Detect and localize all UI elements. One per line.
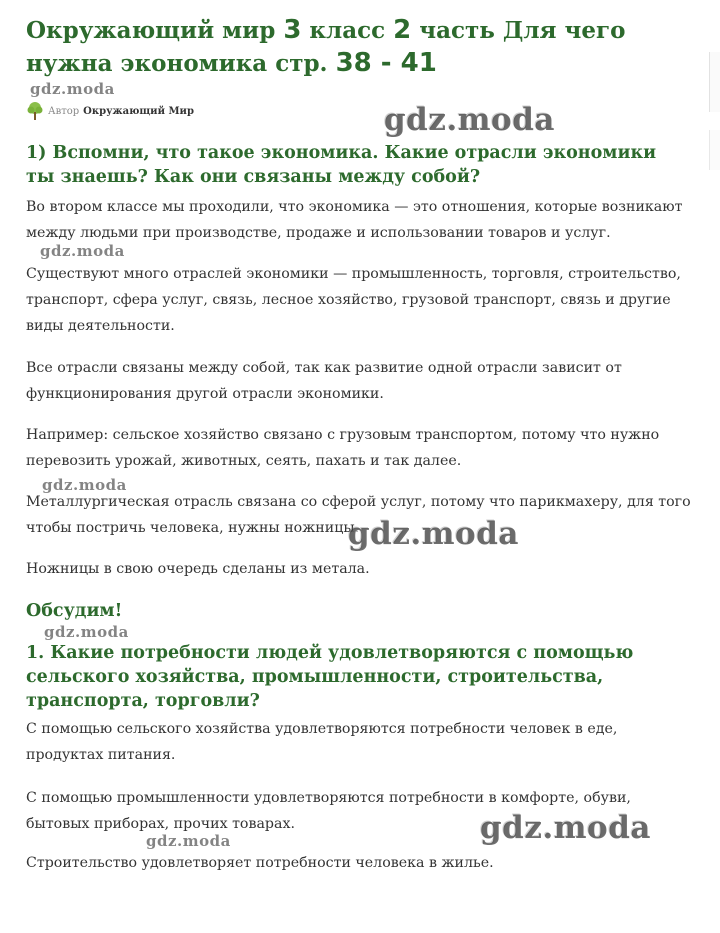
title-grade-number: 3 (283, 15, 302, 45)
paragraph: Металлургическая отрасль связана со сферой услуг, потому что парикмахеру, для того чтобы постричь человека, нужны ножницы. (26, 494, 691, 536)
paragraph: Существуют много отраслей экономики — промышленность, торговля, строительство, транспорт, сфера услуг, связь, лесное хозяйство, грузовой транспорт, связь и другие виды деятельности. (26, 266, 681, 334)
paragraph: Во втором классе мы проходили, что экономика — это отношения, которые возникают между людьми при производстве, продаже и использовании товаров и услуг. (26, 199, 683, 241)
watermark-logo: gdz.moda (30, 80, 115, 98)
paragraph: Строительство удовлетворяет потребности человека в жилье. (26, 855, 494, 871)
title-part: часть Для чего нужна экономика стр. (26, 17, 626, 77)
watermark: gdz.moda (480, 810, 651, 846)
author-name[interactable]: Окружающий Мир (83, 105, 194, 117)
watermark: gdz.moda (42, 476, 127, 494)
tree-icon (26, 101, 44, 121)
paragraph: С помощью промышленности удовлетворяются потребности в комфорте, обуви, бытовых приборах, прочих товарах. (26, 790, 631, 832)
title-part: Окружающий мир (26, 17, 284, 44)
paragraph: Все отрасли связаны между собой, так как развитие одной отрасли зависит от функционирования другой отрасли экономики. (26, 360, 622, 402)
watermark: gdz.moda (146, 832, 231, 850)
page-title (26, 14, 686, 80)
question-heading: 1. Какие потребности людей удовлетворяются с помощью сельского хозяйства, промышленности, строительства, транспорта, торговли? (26, 643, 634, 711)
watermark: gdz.moda (44, 623, 129, 641)
author-line[interactable] (26, 101, 194, 121)
title-part-number: 2 (393, 15, 412, 45)
author-prefix: Автор (48, 105, 80, 117)
discuss-heading: Обсудим! (26, 601, 123, 621)
title-pages: 38 - 41 (335, 48, 437, 78)
title-part: класс (301, 17, 394, 44)
watermark: gdz.moda (40, 242, 125, 260)
side-scroll-hint[interactable] (709, 52, 720, 112)
paragraph: Например: сельское хозяйство связано с грузовым транспортом, потому что нужно перевозить урожай, животных, сеять, пахать и так далее. (26, 427, 660, 469)
paragraph: Ножницы в свою очередь сделаны из метала. (26, 561, 370, 577)
watermark: gdz.moda (384, 102, 555, 138)
watermark: gdz.moda (348, 516, 519, 552)
paragraph: С помощью сельского хозяйства удовлетворяются потребности человек в еде, продуктах питания. (26, 721, 618, 763)
section-heading: 1) Вспомни, что такое экономика. Какие отрасли экономики ты знаешь? Как они связаны между собой? (26, 143, 657, 187)
side-scroll-hint-2[interactable] (709, 130, 720, 170)
